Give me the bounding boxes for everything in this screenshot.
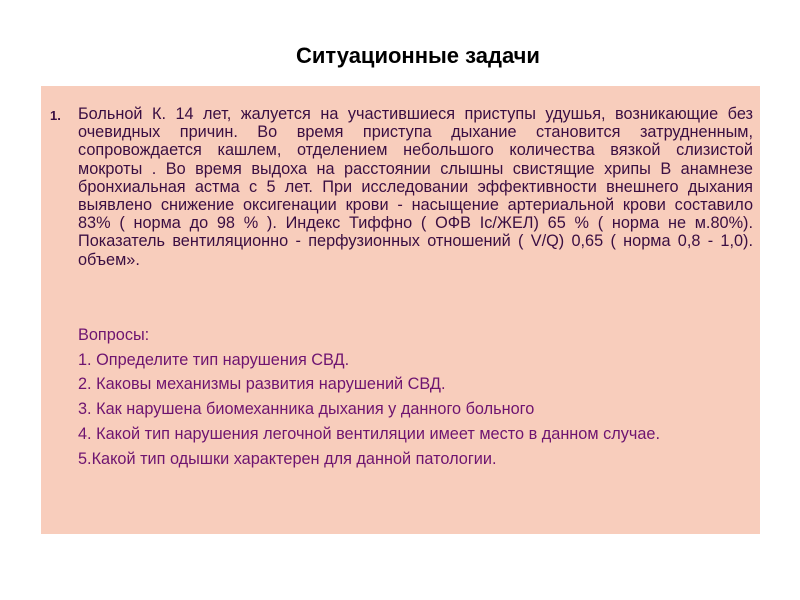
problem-number: 1. — [50, 108, 61, 123]
questions-heading: Вопросы: — [78, 326, 150, 344]
question-item: 4. Какой тип нарушения легочной вентиляции имеет место в данном случае. — [78, 424, 660, 443]
task-card — [41, 86, 760, 534]
question-item: 1. Определите тип нарушения СВД. — [78, 350, 350, 369]
questions-block — [78, 326, 753, 474]
question-item: 3. Как нарушена биомеханника дыхания у данного больного — [78, 400, 535, 419]
question-item: 2. Каковы механизмы развития нарушений СВД. — [78, 375, 446, 394]
problem-text: Больной К. 14 лет, жалуется на участившиеся приступы удушья, возникающие без очевидных причин. Во время приступа дыхание становится затрудненным, сопровождается кашлем, отделением небольшого количества вязкой слизистой мокроты . Во время выдоха на расстоянии слышны свистящие хрипы В анамнезе бронхиальная астма с 5 лет. При исследовании эффективности внешнего дыхания выявлено снижение оксигенации крови - насыщение артериальной крови составило 83% ( норма до 98 % ). Индекс Тиффно ( ОФВ Iс/ЖЕЛ) 65 % ( норма не м.80%). Показатель вентиляционно - перфузионных отношений ( V/Q) 0,65 ( норма 0,8 - 1,0). объем». — [78, 105, 753, 269]
question-item: 5.Какой тип одышки характерен для данной патологии. — [78, 449, 497, 468]
slide-title: Ситуационные задачи — [296, 43, 540, 68]
